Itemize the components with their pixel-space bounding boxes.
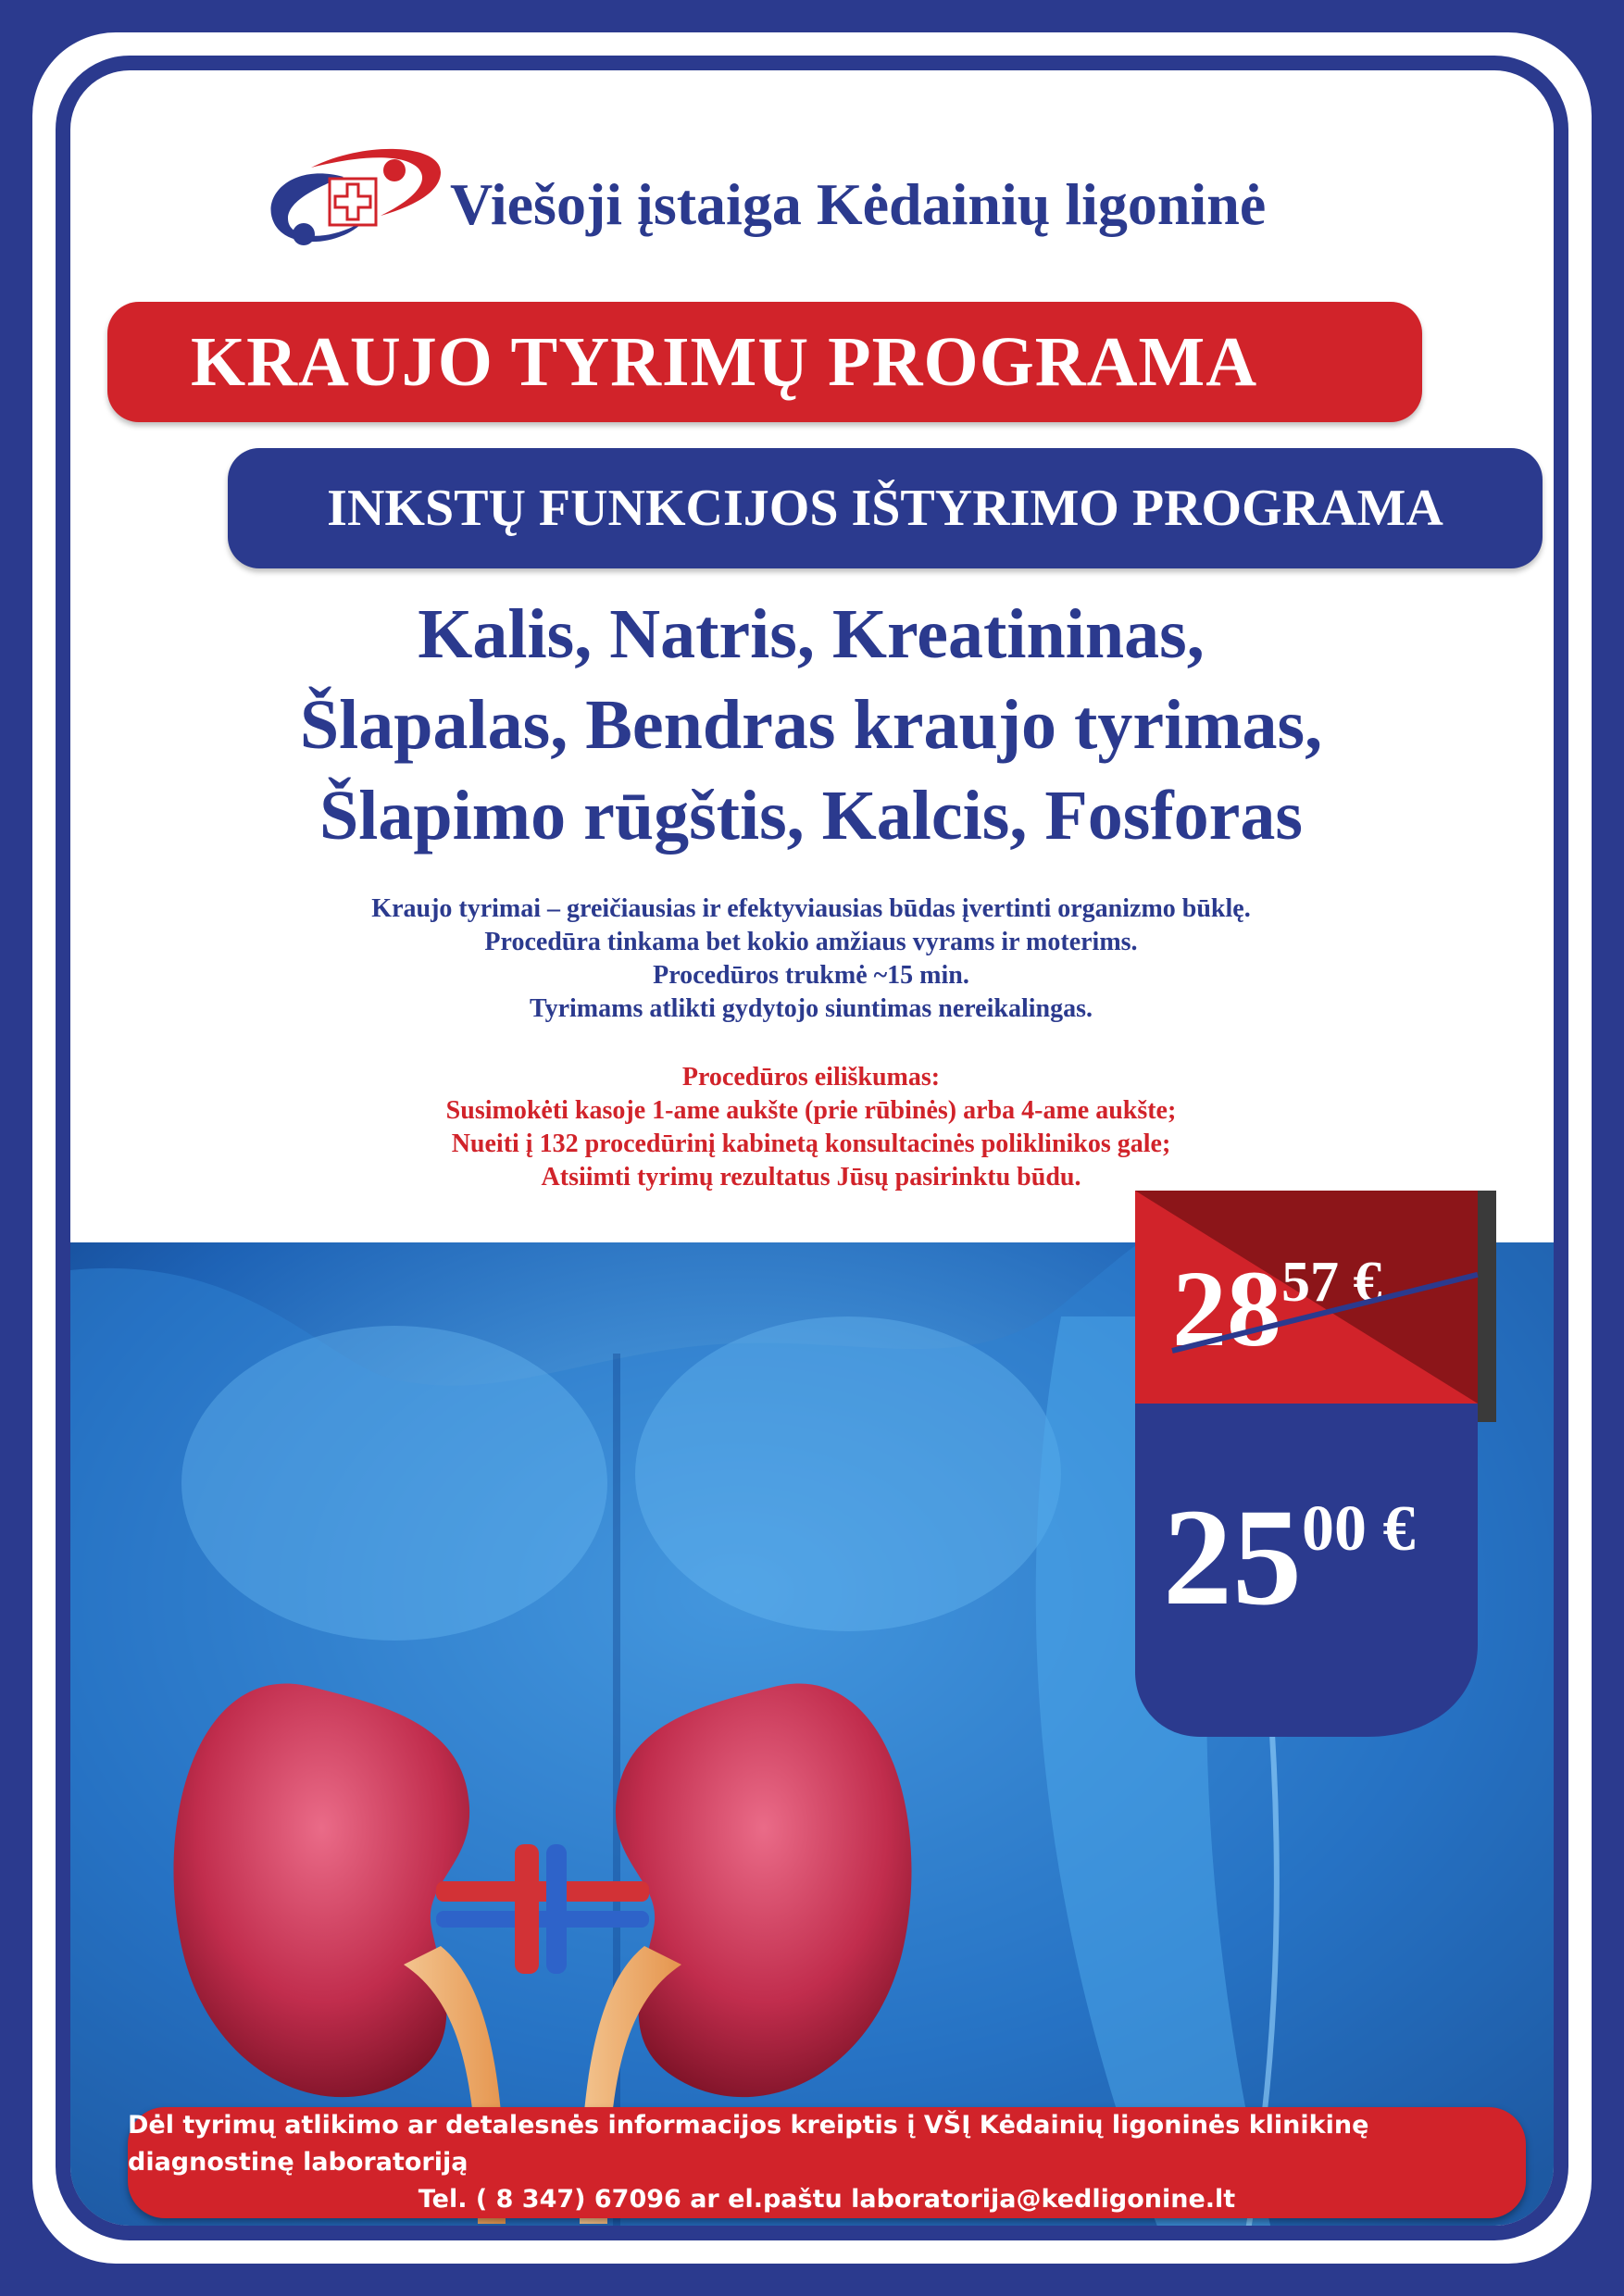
- hospital-name: Viešoji įstaiga Kėdainių ligoninė: [450, 171, 1267, 237]
- poster-content-frame: [56, 56, 1568, 2240]
- procedure-order-title: Procedūros eiliškumas:: [681, 1063, 941, 1092]
- tests-line: Kalis, Natris, Kreatininas,: [418, 595, 1205, 673]
- hospital-logo-icon: [256, 131, 450, 265]
- program-title-banner: KRAUJO TYRIMŲ PROGRAMA: [107, 302, 1422, 422]
- new-price: [1163, 1478, 1416, 1637]
- old-price-cents: 57 €: [1281, 1251, 1382, 1314]
- new-price-cents: 00 €: [1302, 1493, 1416, 1565]
- new-price-main: 25: [1163, 1480, 1302, 1634]
- procedure-step: Atsiimti tyrimų rezultatus Jūsų pasirinktu būdu.: [541, 1163, 1081, 1192]
- footer-line: Dėl tyrimų atlikimo ar detalesnės informacijos kreiptis į VŠĮ Kėdainių ligoninės klinikinę diagnostinę laboratoriją: [128, 2111, 1369, 2177]
- procedure-step: Nueiti į 132 procedūrinį kabinetą konsultacinės poliklinikos gale;: [451, 1129, 1171, 1158]
- old-price-main: 28: [1172, 1248, 1281, 1369]
- procedure-order-block: [70, 1061, 1552, 1194]
- info-block: [70, 892, 1552, 1026]
- procedure-step: Susimokėti kasoje 1-ame aukšte (prie rūbinės) arba 4-ame aukšte;: [445, 1096, 1177, 1125]
- info-line: Tyrimams atlikti gydytojo siuntimas nereikalingas.: [529, 994, 1093, 1023]
- contact-footer: [128, 2107, 1526, 2218]
- tests-list: [70, 589, 1552, 861]
- tests-line: Šlapalas, Bendras kraujo tyrimas,: [299, 686, 1323, 764]
- footer-contact: Tel. ( 8 347) 67096 ar el.paštu laboratorija@kedligonine.lt: [418, 2185, 1236, 2214]
- info-line: Kraujo tyrimai – greičiausias ir efektyviausias būdas įvertinti organizmo būklę.: [371, 894, 1251, 923]
- info-line: Procedūros trukmė ~15 min.: [653, 961, 969, 990]
- tests-line: Šlapimo rūgštis, Kalcis, Fosforas: [319, 777, 1303, 855]
- info-line: Procedūra tinkama bet kokio amžiaus vyrams ir moterims.: [484, 928, 1138, 956]
- program-subtitle-banner: INKSTŲ FUNKCIJOS IŠTYRIMO PROGRAMA: [228, 448, 1543, 568]
